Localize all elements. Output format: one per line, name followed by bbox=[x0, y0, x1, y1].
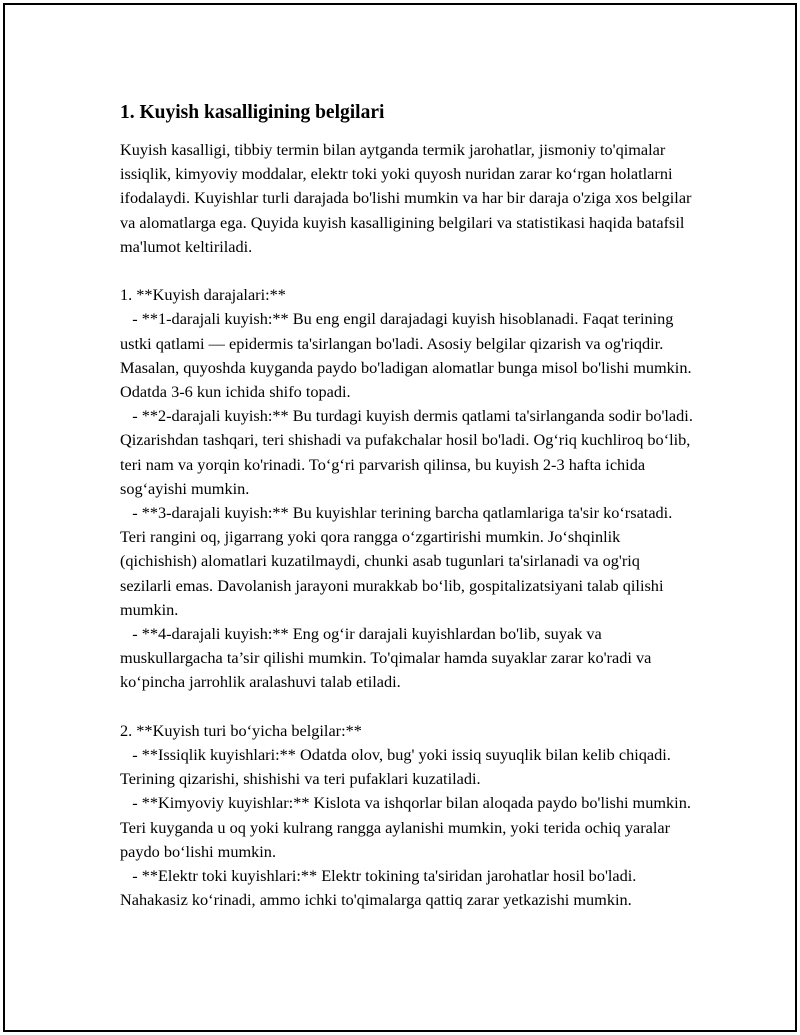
list-item-text: - **1-darajali kuyish:** Bu eng engil darajadagi kuyish hisoblanadi. Faqat terining ustki qatlami — epidermis ta'sirlangan bo'ladi. Asosiy belgilar qizarish va og'riqdir. Masalan, quyoshda kuyganda paydo bo'ladigan alomatlar bunga misol bo'lishi mumkin. Odatda 3-6 kun ichida shifo topadi. bbox=[120, 309, 692, 402]
intro-paragraph: Kuyish kasalligi, tibbiy termin bilan aytganda termik jarohatlar, jismoniy to'qimalar issiqlik, kimyoviy moddalar, elektr toki yoki quyosh nuridan zarar ko‘rgan holatlarni ifodalaydi. Kuyishlar turli darajada bo'lishi mumkin va har bir daraja o'ziga xos belgilar va alomatlarga ega. Quyida kuyish kasalligining belgilari va statistikasi haqida batafsil ma'lumot keltiriladi. bbox=[120, 140, 692, 256]
list-item-text: - **2-darajali kuyish:** Bu turdagi kuyish dermis qatlami ta'sirlanganda sodir bo'ladi. Qizarishdan tashqari, teri shishadi va pufakchalar hosil bo'ladi. Og‘riq kuchliroq bo‘lib, teri nam va yorqin ko'rinadi. To‘g‘ri parvarish qilinsa, bu kuyish 2-3 hafta ichida sog‘ayishi mumkin. bbox=[120, 406, 693, 498]
document-title: 1. Kuyish kasalligining belgilari bbox=[120, 102, 385, 123]
list-item-chemical-burns bbox=[120, 791, 695, 864]
list-item-degree-3 bbox=[120, 501, 695, 622]
list-item-text: - **Elektr toki kuyishlari:** Elektr tokining ta'siridan jarohatlar hosil bo'ladi. Nahakasiz ko‘rinadi, ammo ichki to'qimalarga qattiq zarar yetkazishi mumkin. bbox=[120, 866, 637, 910]
list-item-text: - **3-darajali kuyish:** Bu kuyishlar terining barcha qatlamlariga ta'sir ko‘rsatadi. Teri rangini oq, jigarrang yoki qora rangga o‘zgartirishi mumkin. Jo‘shqinlik (qichishish) alomatlari kuzatilmaydi, chunki asab tugunlari ta'sirlanadi va og'riq sezilarli emas. Davolanish jarayoni murakkab bo‘lib, gospitalizatsiyani talab qilishi mumkin. bbox=[120, 503, 673, 619]
list-item-electrical-burns bbox=[120, 864, 695, 912]
list-item-text: - **Issiqlik kuyishlari:** Odatda olov, bug' yoki issiq suyuqlik bilan kelib chiqadi. Terining qizarishi, shishishi va teri pufaklari kuzatiladi. bbox=[120, 745, 671, 789]
list-item-degree-2 bbox=[120, 404, 695, 501]
list-item-text: - **4-darajali kuyish:** Eng og‘ir darajali kuyishlardan bo'lib, suyak va muskullargacha ta’sir qilishi mumkin. To'qimalar hamda suyaklar zarar ko'radi va ko‘pincha jarrohlik aralashuvi talab etiladi. bbox=[120, 624, 652, 692]
list-item-text: - **Kimyoviy kuyishlar:** Kislota va ishqorlar bilan aloqada paydo bo'lishi mumkin. Teri kuyganda u oq yoki kulrang rangga aylanishi mumkin, yoki terida ochiq yaralar paydo bo‘lishi mumkin. bbox=[120, 793, 691, 861]
list-item-degree-4 bbox=[120, 622, 695, 695]
paragraph-spacer bbox=[120, 695, 695, 719]
section-heading-burn-degrees: 1. **Kuyish darajalari:** bbox=[120, 285, 286, 305]
paragraph-spacer bbox=[120, 259, 695, 283]
document-page bbox=[3, 3, 797, 1032]
document-body bbox=[120, 101, 695, 912]
list-item-thermal-burns bbox=[120, 743, 695, 791]
list-item-degree-1 bbox=[120, 307, 695, 404]
section-heading-burn-types: 2. **Kuyish turi bo‘yicha belgilar:** bbox=[120, 720, 362, 740]
